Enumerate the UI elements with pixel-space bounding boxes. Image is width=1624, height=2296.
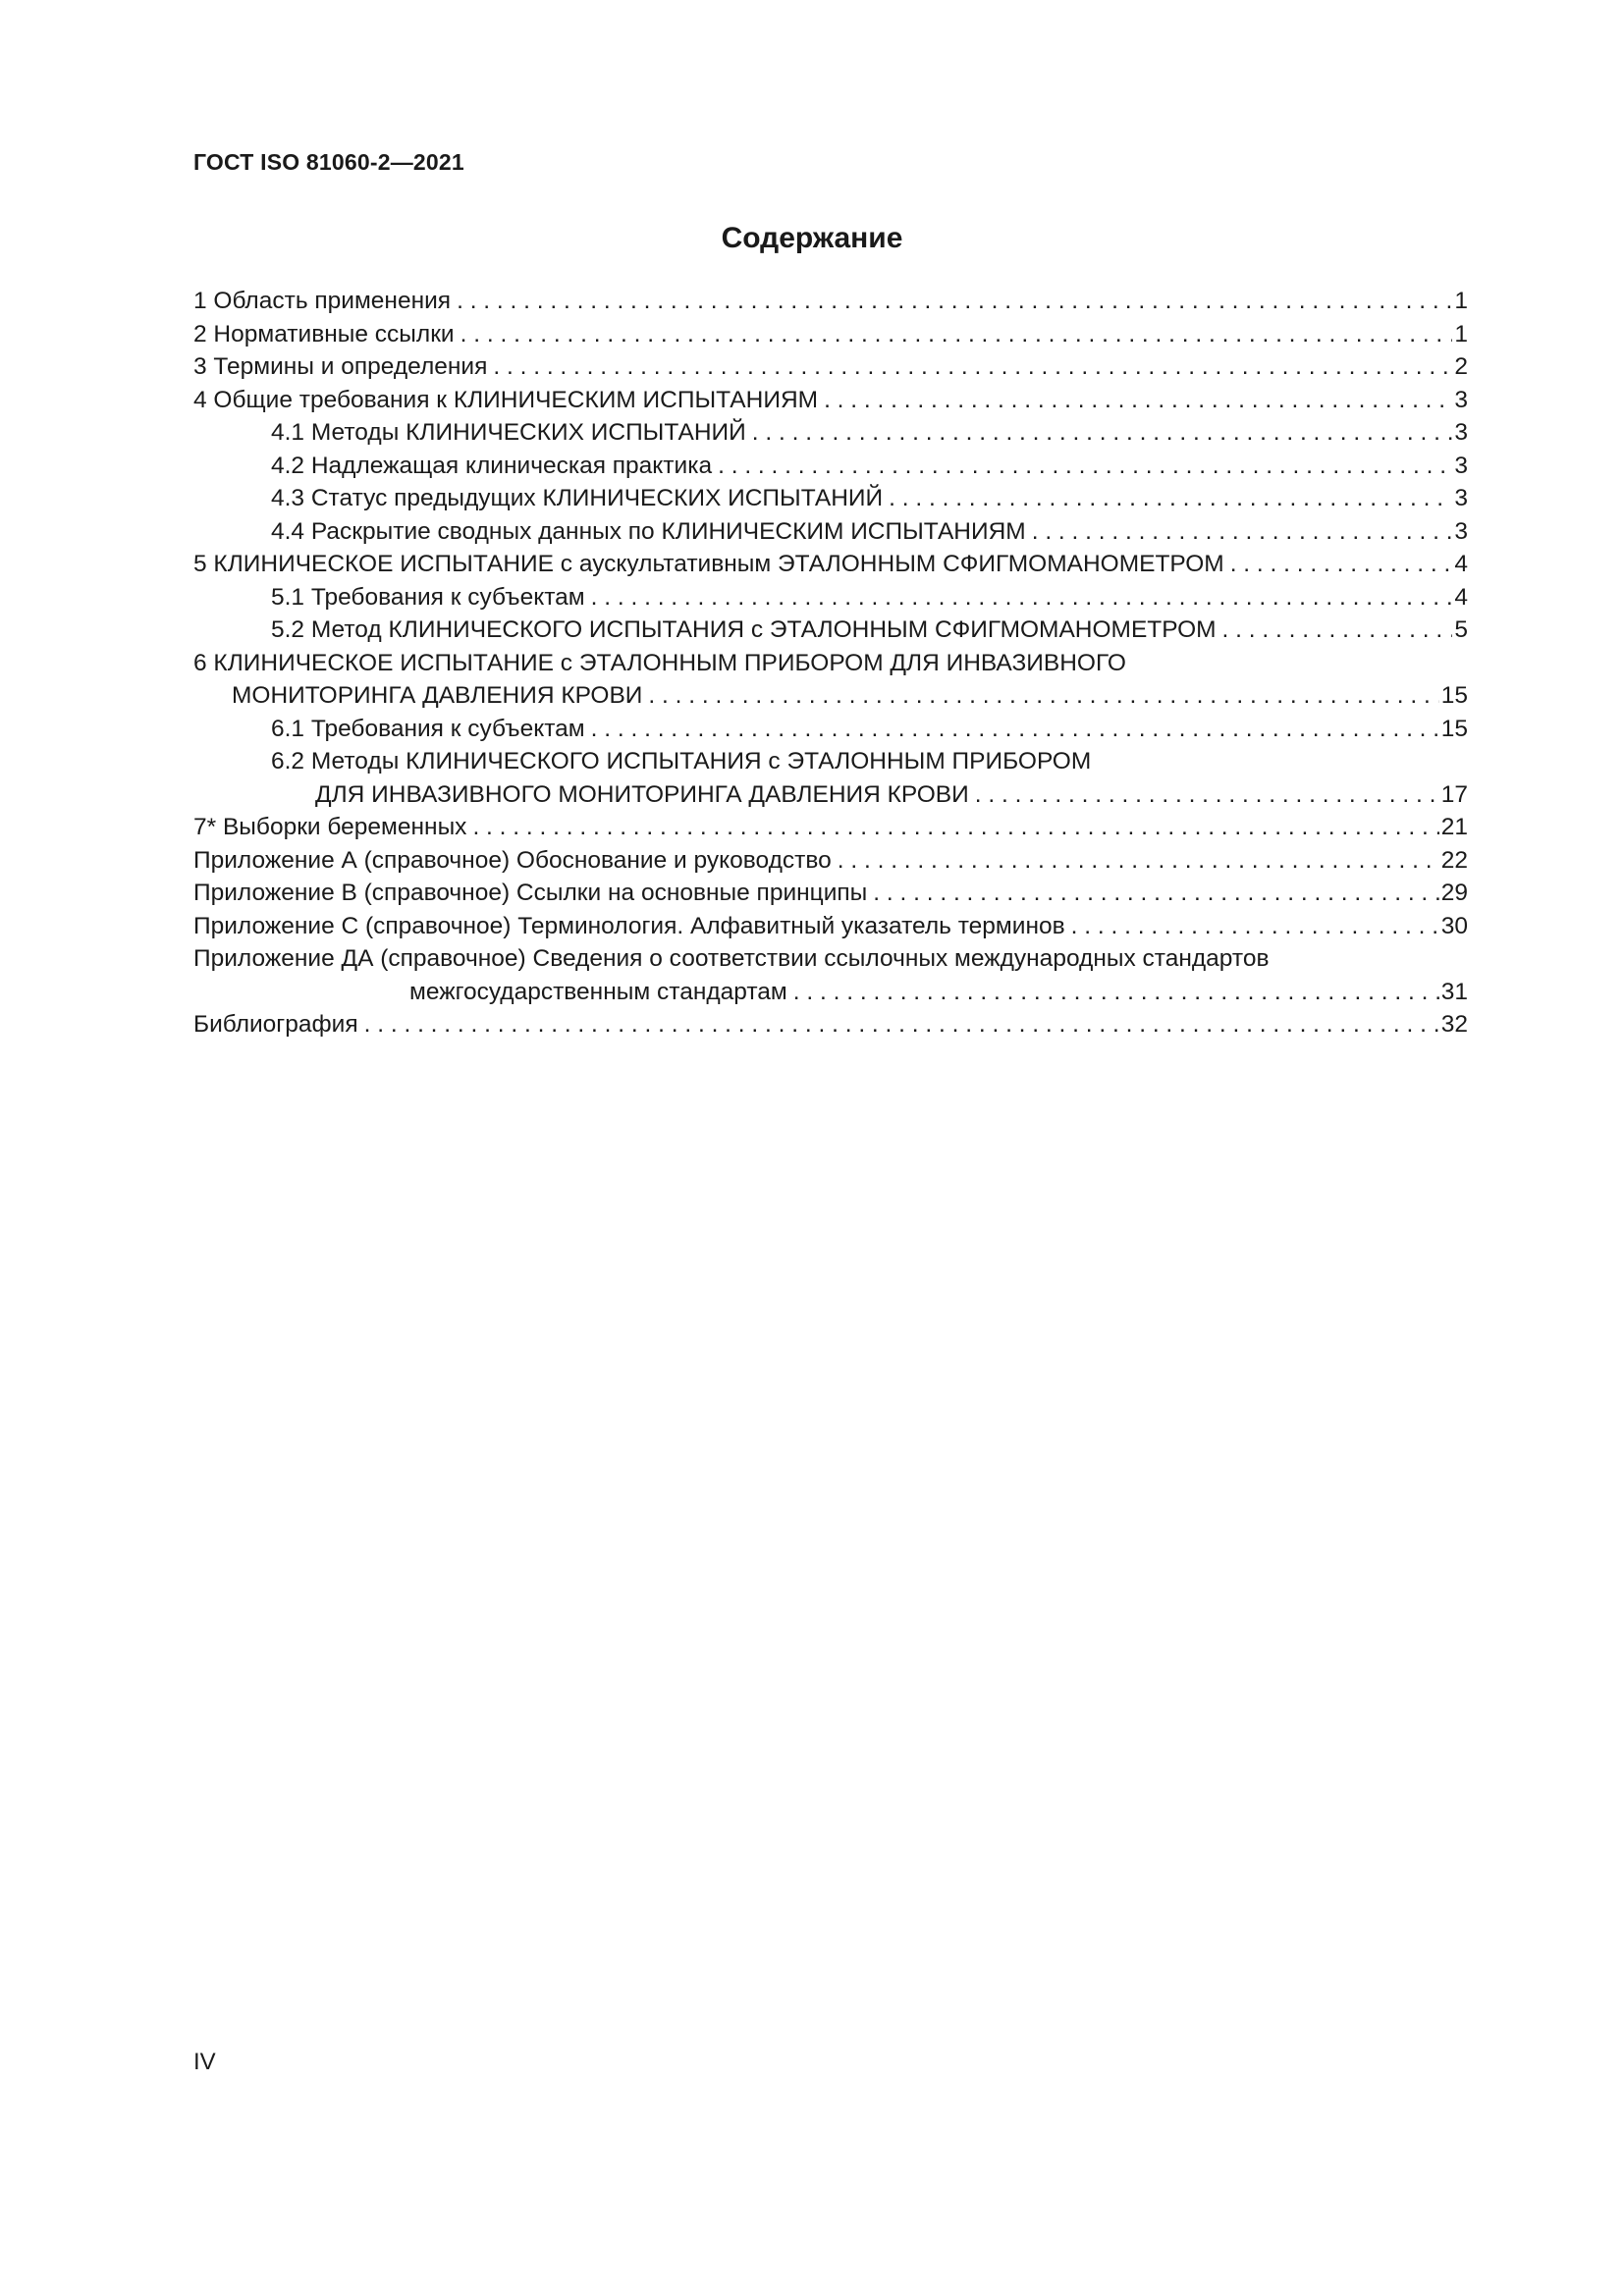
toc-entry[interactable]	[193, 811, 1468, 844]
toc-page-number: 2	[1454, 353, 1468, 380]
toc-entry-text-continued: ДЛЯ ИНВАЗИВНОГО МОНИТОРИНГА ДАВЛЕНИЯ КРОВИ	[315, 778, 969, 812]
toc-page-number: 15	[1440, 715, 1468, 742]
toc-leader-dots	[867, 877, 1438, 910]
toc-leader-dots	[642, 679, 1438, 713]
toc-page-number: 1	[1454, 288, 1468, 314]
toc-leader-dots	[832, 844, 1439, 878]
toc-leader-dots	[358, 1008, 1439, 1041]
toc-entry-text: 6.2 Методы КЛИНИЧЕСКОГО ИСПЫТАНИЯ с ЭТАЛОННЫМ ПРИБОРОМ	[271, 748, 1092, 774]
document-header: ГОСТ ISO 81060-2—2021	[193, 149, 464, 175]
toc-entry[interactable]	[193, 745, 1468, 811]
toc-entry-text-continued: межгосударственным стандартам	[409, 976, 787, 1009]
toc-page-number: 17	[1440, 780, 1468, 808]
toc-entry[interactable]	[193, 614, 1468, 647]
toc-leader-dots	[818, 384, 1452, 417]
toc-entry-text: 4.1 Методы КЛИНИЧЕСКИХ ИСПЫТАНИЙ	[271, 416, 746, 450]
toc-entry-text: 5 КЛИНИЧЕСКОЕ ИСПЫТАНИЕ с аускультативным ЭТАЛОННЫМ СФИГМОМАНОМЕТРОМ	[193, 548, 1224, 581]
toc-entry-text: Приложение ДА (справочное) Сведения о соответствии ссылочных международных стандартов	[193, 945, 1270, 972]
toc-entry-text: 6.1 Требования к субъектам	[271, 713, 585, 746]
toc-entry-text: 6 КЛИНИЧЕСКОЕ ИСПЫТАНИЕ с ЭТАЛОННЫМ ПРИБОРОМ ДЛЯ ИНВАЗИВНОГО	[193, 649, 1126, 676]
toc-entry[interactable]	[193, 318, 1468, 351]
toc-leader-dots	[746, 416, 1453, 450]
toc-page-number: 31	[1440, 978, 1468, 1005]
toc-entry[interactable]	[193, 877, 1468, 910]
toc-entry[interactable]	[193, 942, 1468, 1008]
toc-leader-dots	[455, 318, 1453, 351]
toc-entry-text: 3 Термины и определения	[193, 350, 487, 384]
toc-page-number: 4	[1454, 583, 1468, 611]
toc-page-number: 29	[1440, 880, 1468, 906]
toc-page-number: 3	[1454, 386, 1468, 413]
toc-entry-text-continued: МОНИТОРИНГА ДАВЛЕНИЯ КРОВИ	[232, 679, 642, 713]
toc-page-number: 30	[1440, 912, 1468, 939]
toc-entry[interactable]	[193, 844, 1468, 878]
toc-page-number: 5	[1454, 616, 1468, 643]
toc-entry-text: 4.3 Статус предыдущих КЛИНИЧЕСКИХ ИСПЫТАНИЙ	[271, 482, 883, 515]
toc-page-number: 4	[1454, 551, 1468, 577]
toc-entry-text: 4 Общие требования к КЛИНИЧЕСКИМ ИСПЫТАНИЯМ	[193, 384, 818, 417]
toc-leader-dots	[487, 350, 1452, 384]
toc-leader-dots	[969, 778, 1439, 812]
toc-entry[interactable]	[193, 713, 1468, 746]
toc-entry[interactable]	[193, 581, 1468, 614]
toc-page-number: 3	[1454, 452, 1468, 479]
toc-page-number: 32	[1440, 1011, 1468, 1038]
toc-page-number: 3	[1454, 419, 1468, 446]
toc-page-number: 1	[1454, 320, 1468, 347]
toc-entry-text: 4.2 Надлежащая клиническая практика	[271, 450, 712, 483]
toc-entry[interactable]	[193, 515, 1468, 549]
toc-leader-dots	[883, 482, 1452, 515]
toc-page-number: 3	[1454, 485, 1468, 511]
toc-page-number: 22	[1440, 846, 1468, 874]
toc-entry[interactable]	[193, 910, 1468, 943]
toc-leader-dots	[1026, 515, 1453, 549]
toc-entry[interactable]	[193, 416, 1468, 450]
toc-page-number: 21	[1440, 814, 1468, 840]
toc-leader-dots	[712, 450, 1452, 483]
toc-title: Содержание	[721, 222, 903, 254]
toc-entry[interactable]	[193, 384, 1468, 417]
toc-entry[interactable]	[193, 285, 1468, 318]
table-of-contents	[193, 285, 1468, 1041]
toc-entry-text: Библиография	[193, 1008, 358, 1041]
toc-entry-text: 2 Нормативные ссылки	[193, 318, 455, 351]
toc-leader-dots	[1224, 548, 1453, 581]
toc-leader-dots	[466, 811, 1438, 844]
toc-entry[interactable]	[193, 482, 1468, 515]
toc-leader-dots	[451, 285, 1452, 318]
toc-leader-dots	[585, 713, 1439, 746]
toc-entry[interactable]	[193, 647, 1468, 713]
toc-entry[interactable]	[193, 350, 1468, 384]
toc-entry-text: 7* Выборки беременных	[193, 811, 466, 844]
toc-page-number: 15	[1440, 682, 1468, 709]
toc-page-number: 3	[1454, 517, 1468, 545]
toc-leader-dots	[787, 976, 1439, 1009]
toc-entry-text: 5.2 Метод КЛИНИЧЕСКОГО ИСПЫТАНИЯ с ЭТАЛОННЫМ СФИГМОМАНОМЕТРОМ	[271, 614, 1217, 647]
toc-entry[interactable]	[193, 548, 1468, 581]
toc-entry[interactable]	[193, 1008, 1468, 1041]
toc-entry-text: Приложение А (справочное) Обоснование и руководство	[193, 844, 832, 878]
toc-entry-text: 5.1 Требования к субъектам	[271, 581, 585, 614]
toc-leader-dots	[1065, 910, 1439, 943]
toc-entry-text: 4.4 Раскрытие сводных данных по КЛИНИЧЕСКИМ ИСПЫТАНИЯМ	[271, 515, 1026, 549]
toc-leader-dots	[1217, 614, 1453, 647]
toc-entry-text: Приложение В (справочное) Ссылки на основные принципы	[193, 877, 867, 910]
toc-entry[interactable]	[193, 450, 1468, 483]
toc-leader-dots	[585, 581, 1453, 614]
toc-entry-text: 1 Область применения	[193, 285, 451, 318]
page-number: IV	[193, 2049, 216, 2075]
toc-entry-text: Приложение С (справочное) Терминология. Алфавитный указатель терминов	[193, 910, 1065, 943]
